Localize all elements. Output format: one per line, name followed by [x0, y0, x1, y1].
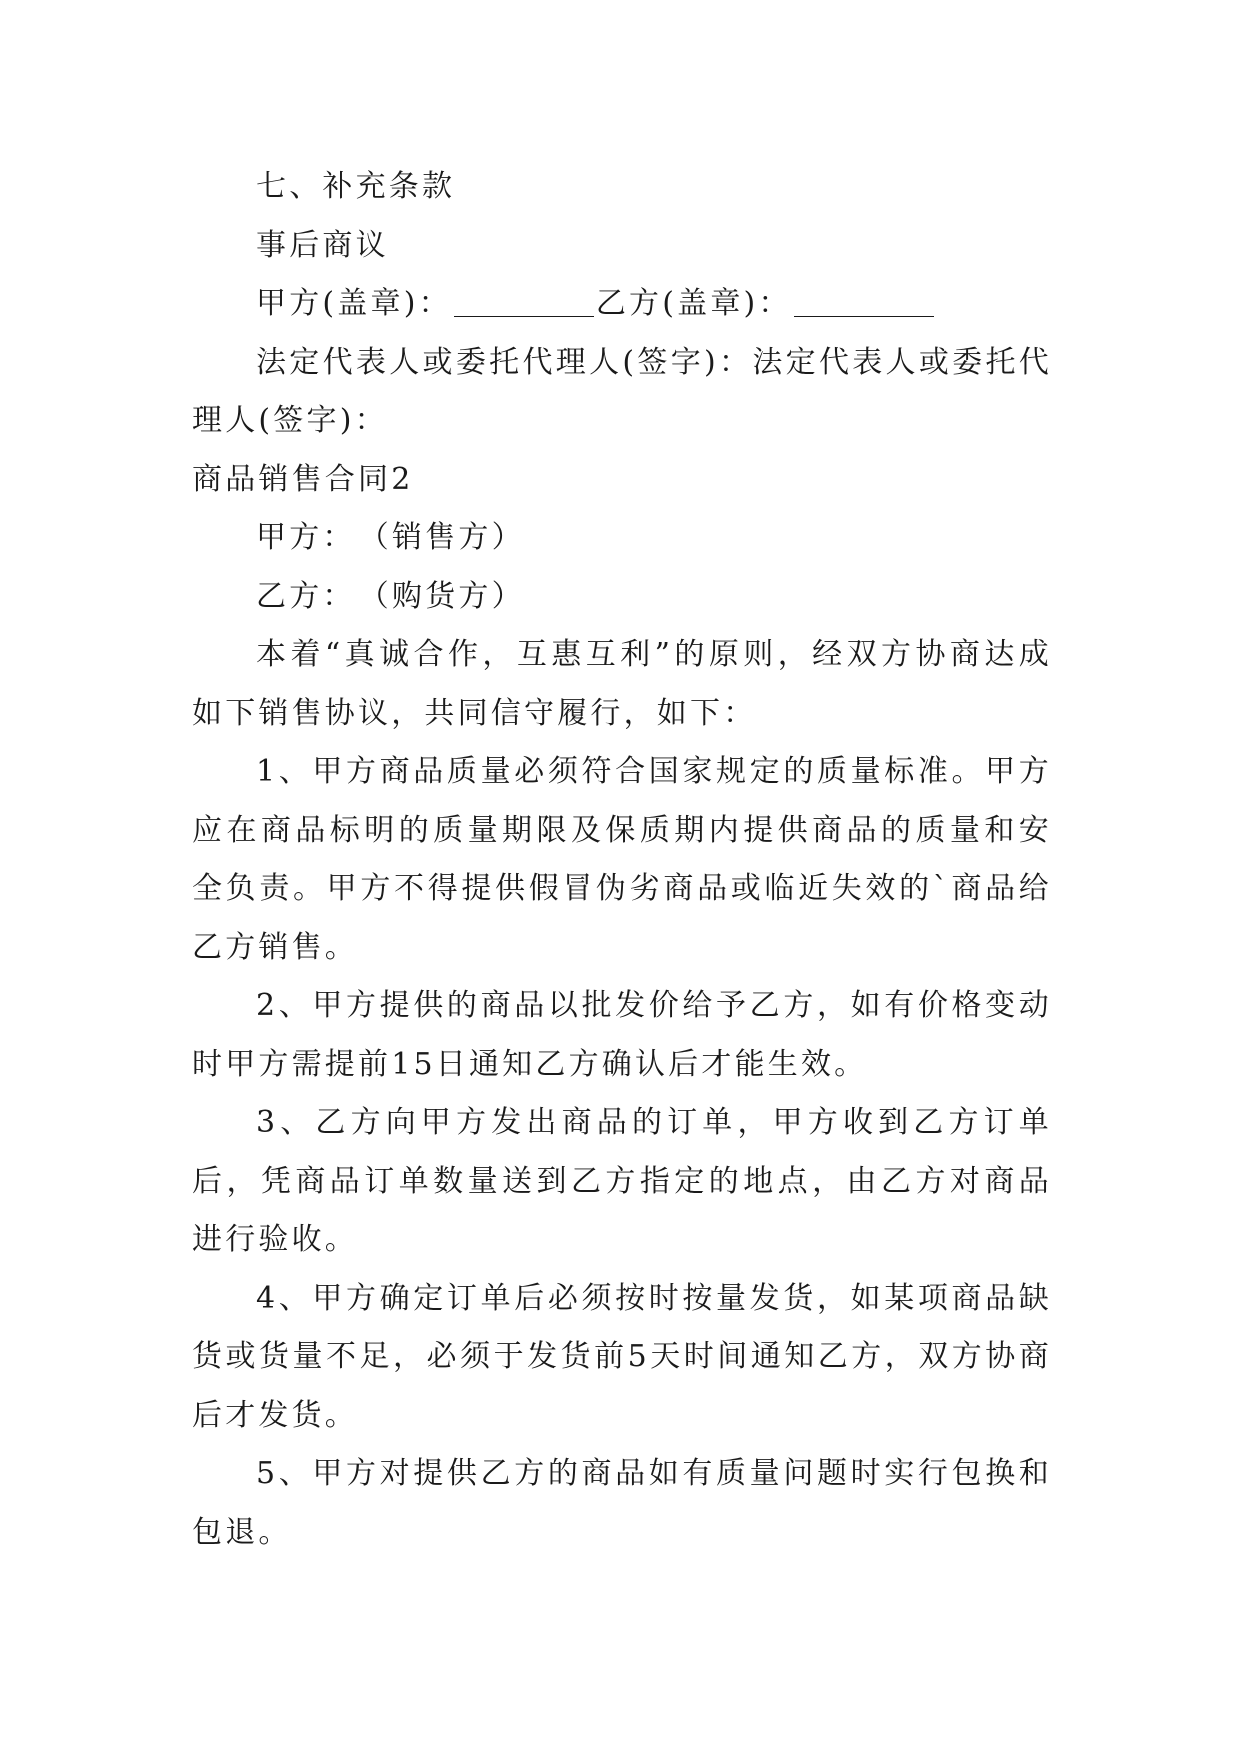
signature-line: 法定代表人或委托代理人(签字)：法定代表人或委托代理人(签字)：: [192, 344, 1052, 438]
clause-paragraph: 2、甲方提供的商品以批发价给予乙方，如有价格变动时甲方需提前15日通知乙方确认后才能生效。: [192, 988, 1052, 1082]
section-heading: 七、补充条款: [256, 169, 456, 204]
clause-paragraph: 1、甲方商品质量必须符合国家规定的质量标准。甲方应在商品标明的质量期限及保质期内提供商品的质量和安全负责。甲方不得提供假冒伪劣商品或临近失效的`商品给乙方销售。: [192, 754, 1052, 965]
clause-paragraph: 5、甲方对提供乙方的商品如有质量问题时实行包换和包退。: [192, 1456, 1052, 1550]
section-body: 事后商议: [256, 227, 389, 263]
clause-paragraph: 4、甲方确定订单后必须按时按量发货，如某项商品缺货或货量不足，必须于发货前5天时间通知乙方，双方协商后才发货。: [192, 1280, 1052, 1433]
party-b-line: 乙方： （购货方）: [256, 578, 525, 614]
party-b-seal-label: 乙方(盖章)：: [595, 286, 792, 321]
clause-paragraph: 3、乙方向甲方发出商品的订单，甲方收到乙方订单后，凭商品订单数量送到乙方指定的地点，由乙方对商品进行验收。: [192, 1105, 1052, 1257]
party-b-seal-blank: [794, 284, 934, 317]
document-body: [192, 158, 1052, 1562]
preamble-paragraph: 本着“真诚合作，互惠互利”的原则，经双方协商达成如下销售协议，共同信守履行，如下：: [192, 637, 1052, 731]
party-a-line: 甲方： （销售方）: [256, 520, 525, 555]
contract-title: 商品销售合同2: [192, 461, 414, 497]
seal-line: [192, 275, 1052, 334]
party-a-seal-label: 甲方(盖章)：: [256, 286, 452, 321]
party-a-seal-blank: [454, 284, 594, 317]
